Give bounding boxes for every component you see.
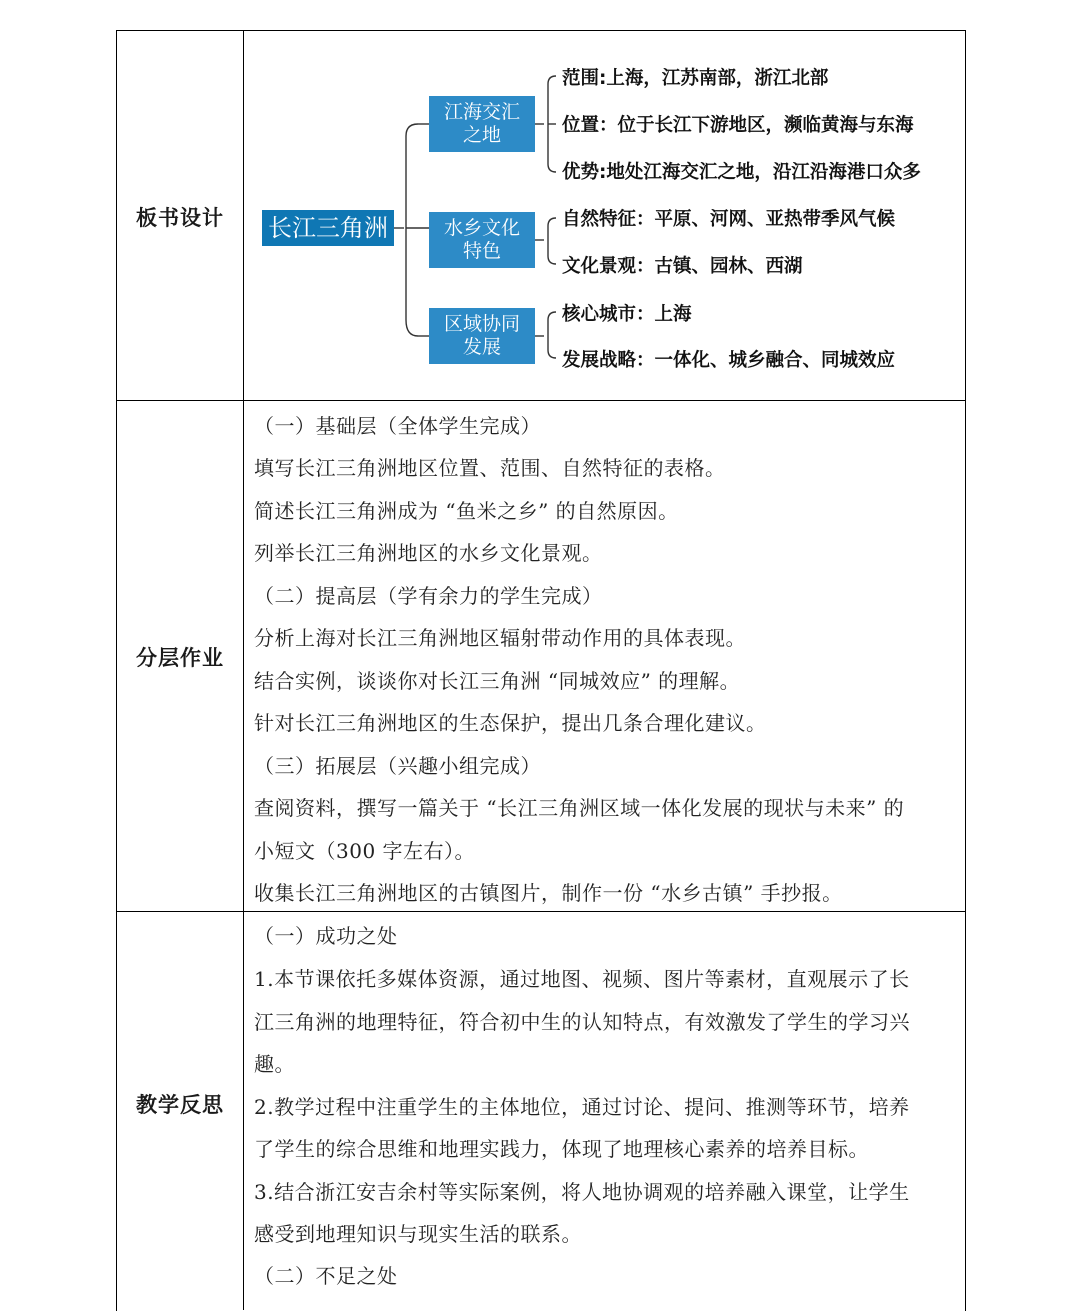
mindmap-connectors xyxy=(0,0,1080,400)
mindmap-branch-regional-development: 区域协同 发展 xyxy=(429,308,535,364)
mindmap-branch-confluence: 江海交汇 之地 xyxy=(429,96,535,152)
row-label-reflection: 教学反思 xyxy=(136,1092,224,1117)
row-divider-2 xyxy=(116,911,965,912)
reflection-line: 3.结合浙江安吉余村等实际案例，将人地协调观的培养融入课堂，让学生 xyxy=(254,1180,910,1204)
reflection-line: （一）成功之处 xyxy=(254,924,398,948)
homework-line: 查阅资料，撰写一篇关于 “长江三角洲区域一体化发展的现状与未来” 的 xyxy=(254,796,905,820)
homework-line: 收集长江三角洲地区的古镇图片，制作一份 “水乡古镇” 手抄报。 xyxy=(254,881,843,905)
homework-line: 小短文（300 字左右）。 xyxy=(254,839,476,863)
mindmap-leaf: 文化景观：古镇、园林、西湖 xyxy=(562,256,803,277)
mindmap-leaf: 范围:上海，江苏南部，浙江北部 xyxy=(562,68,829,89)
homework-line: （一）基础层（全体学生完成） xyxy=(254,414,541,438)
mindmap-leaf: 位置：位于长江下游地区，濒临黄海与东海 xyxy=(562,115,914,136)
reflection-line: 感受到地理知识与现实生活的联系。 xyxy=(254,1222,582,1246)
homework-line: （三）拓展层（兴趣小组完成） xyxy=(254,754,541,778)
row-divider-1 xyxy=(116,400,965,401)
homework-line: 分析上海对长江三角洲地区辐射带动作用的具体表现。 xyxy=(254,626,746,650)
homework-line: 简述长江三角洲成为 “鱼米之乡” 的自然原因。 xyxy=(254,499,679,523)
homework-line: 针对长江三角洲地区的生态保护，提出几条合理化建议。 xyxy=(254,711,767,735)
homework-line: 列举长江三角洲地区的水乡文化景观。 xyxy=(254,541,603,565)
reflection-line: （二）不足之处 xyxy=(254,1264,398,1288)
reflection-line: 1.本节课依托多媒体资源，通过地图、视频、图片等素材，直观展示了长 xyxy=(254,967,910,991)
mindmap-leaf: 核心城市：上海 xyxy=(562,304,692,325)
mindmap-leaf: 发展战略：一体化、城乡融合、同城效应 xyxy=(562,350,896,371)
row-label-homework: 分层作业 xyxy=(136,645,224,670)
homework-line: （二）提高层（学有余力的学生完成） xyxy=(254,584,603,608)
reflection-line: 江三角洲的地理特征，符合初中生的认知特点，有效激发了学生的学习兴 xyxy=(254,1010,910,1034)
mindmap-branch-water-culture: 水乡文化 特色 xyxy=(429,212,535,268)
homework-line: 填写长江三角洲地区位置、范围、自然特征的表格。 xyxy=(254,456,726,480)
reflection-line: 2.教学过程中注重学生的主体地位，通过讨论、提问、推测等环节，培养 xyxy=(254,1095,910,1119)
homework-line: 结合实例，谈谈你对长江三角洲 “同城效应” 的理解。 xyxy=(254,669,741,693)
mindmap-leaf: 优势:地处江海交汇之地，沿江沿海港口众多 xyxy=(562,162,921,183)
mindmap-leaf: 自然特征：平原、河网、亚热带季风气候 xyxy=(562,209,896,230)
row-label-board-design: 板书设计 xyxy=(136,205,224,230)
reflection-line: 趣。 xyxy=(254,1052,295,1076)
mindmap-root: 长江三角洲 xyxy=(262,210,394,246)
reflection-line: 了学生的综合思维和地理实践力，体现了地理核心素养的培养目标。 xyxy=(254,1137,869,1161)
